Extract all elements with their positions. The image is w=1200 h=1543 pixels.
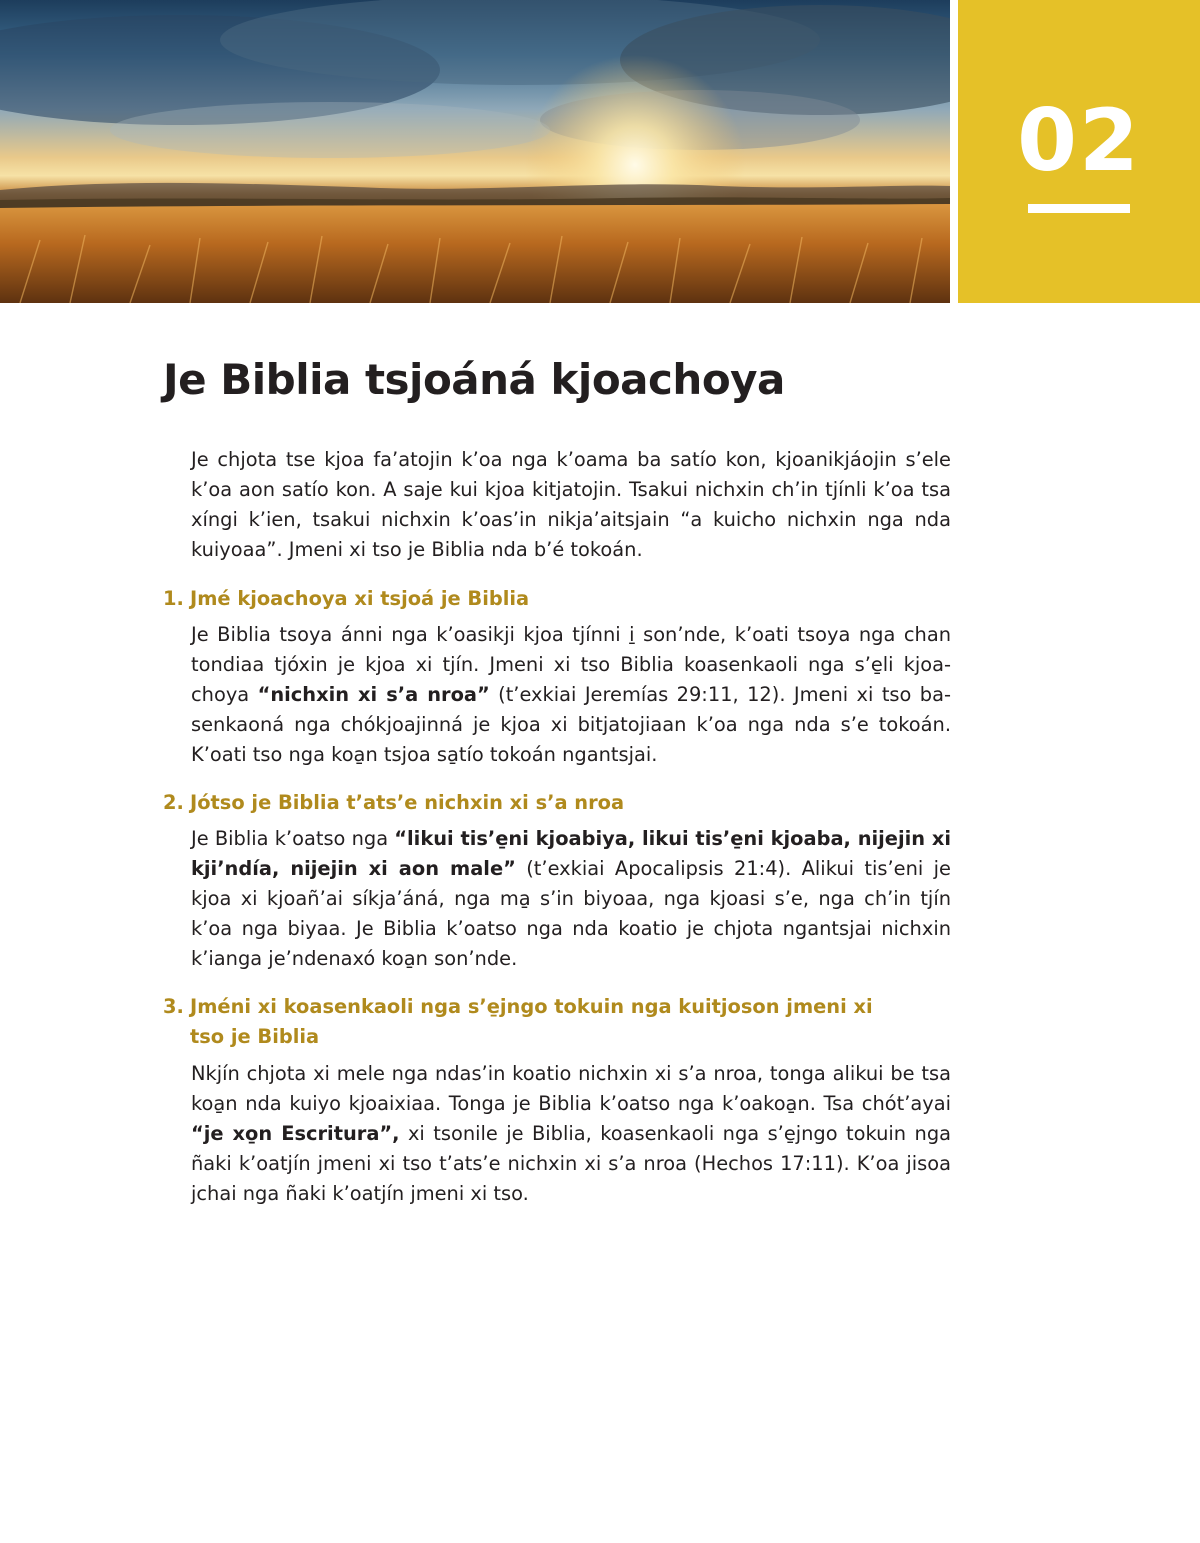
section-3-body-text: Nkjín chjota xi mele nga ndas’in koatio nichxin xi s’a nroa, tonga alikui be tsa koa̱n nda kuiyo kjoaixiaa. Tonga je Biblia k’oatso nga k’oakoa̱n. Tsa chót’ayai <box>191 1062 951 1115</box>
section-2-emphasis: “likui tis’e̱ni kjoabiya, likui tis’e̱ni kjoaba, nijejin xi kji’ndía, nijejin xi aon male” <box>191 827 951 880</box>
section-1-body <box>191 620 951 770</box>
section-1-heading-text: Jmé kjoachoya xi tsjoá je Biblia <box>190 587 530 610</box>
section-3-emphasis: “je xo̱n Escritura”, <box>191 1122 400 1145</box>
section-3-body-text-end: xi tsonile je Biblia, koasenkaoli nga s’e̱jngo tokuin nga ñaki k’oatjín jmeni xi tso t’ats’e nichxin xi s’a nroa (Hechos 17:11). K’oa jisoa jchai nga ñaki k’oatjín jmeni xi tso. <box>191 1122 952 1205</box>
page-title: Je Biblia tsjoáná kjoachoya <box>163 355 785 404</box>
lesson-number: 02 <box>1017 91 1141 191</box>
section-1-emphasis: “nichxin xi s’a nroa” <box>257 683 490 706</box>
lesson-number-badge <box>958 0 1200 303</box>
section-2-body <box>191 824 951 974</box>
wheat-field-illustration <box>0 0 950 303</box>
section-3-heading-text: Jméni xi koasenkaoli nga s’e̱jngo tokuin nga kuitjoson jmeni xi <box>190 995 873 1018</box>
hero-photo <box>0 0 950 303</box>
section-1-body-text: Je Biblia tsoya ánni nga k’oasikji kjoa tjínni i̱ son’nde, k’oati tsoya nga chan tondiaa tjóxin je kjoa xi tjín. Jmeni xi tso Biblia koasenkaoli nga s’e̱li kjoachoya <box>191 623 951 706</box>
section-2-heading-text: Jótso je Biblia t’ats’e nichxin xi s’a nroa <box>190 791 625 814</box>
section-2-heading <box>163 788 624 818</box>
badge-underline <box>1028 204 1130 213</box>
section-1-number: 1. <box>163 587 184 610</box>
section-2-body-text: Je Biblia k’oatso nga <box>191 827 395 850</box>
section-1-heading <box>163 584 529 614</box>
section-3-body <box>191 1059 951 1209</box>
section-2-number: 2. <box>163 791 184 814</box>
section-3-heading-continuation: tso je Biblia <box>190 1025 320 1048</box>
section-3-heading <box>163 992 873 1052</box>
section-1-body-text-end: (t’exkiai Jeremías 29:11, 12). Jmeni xi tso basenkaoná nga chókjoajinná je kjoa xi bitjatojiaan k’oa nga nda s’e tokoán. K’oati tso nga koa̱n tsjoa sa̱tío tokoán ngantsjai. <box>191 683 951 766</box>
section-2-body-text-end: (t’exkiai Apocalipsis 21:4). Alikui tis’eni je kjoa xi kjoañ’ai síkja’áná, nga ma̱ s’in biyoaa, nga kjoasi s’e, nga ch’in tjín k’oa nga biyaa. Je Biblia k’oatso nga nda koatio je chjota ngantsjai nichxin k’ianga je’ndenaxó koa̱n son’nde. <box>191 857 951 970</box>
section-3-number: 3. <box>163 995 184 1018</box>
intro-paragraph: Je chjota tse kjoa fa’atojin k’oa nga k’oama ba satío kon, kjoanikjáojin s’ele k’oa aon satío kon. A saje kui kjoa kitjatojin. Tsakui nichxin ch’in tjínli k’oa tsa xíngi k’ien, tsakui nichxin k’oas’in nikja’aitsjain “a kuicho nichxin nga nda kuiyoaa”. Jmeni xi tso je Biblia nda b’é tokoán. <box>191 448 951 561</box>
